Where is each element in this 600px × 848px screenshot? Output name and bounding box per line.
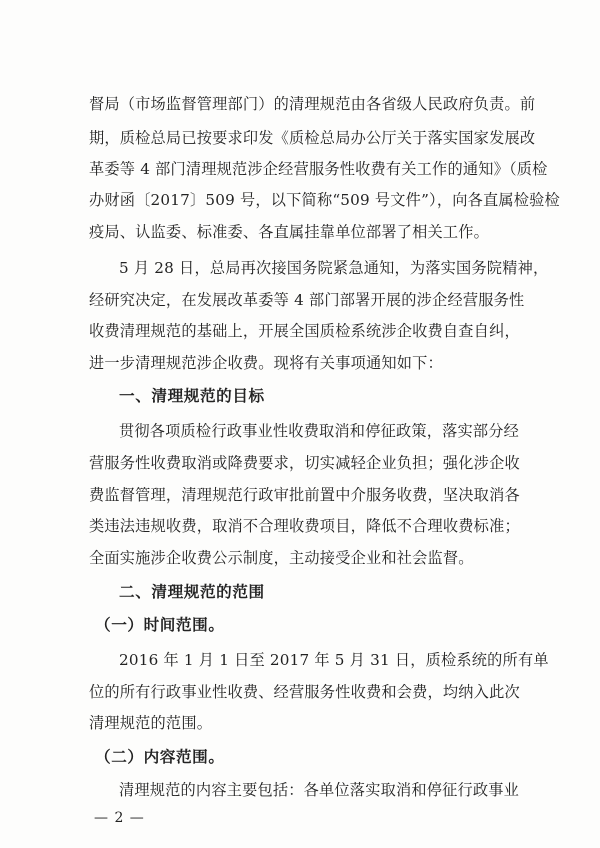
body-text-line: 清理规范的范围。 bbox=[89, 714, 213, 732]
subsection-heading: （二）内容范围。 bbox=[95, 748, 225, 766]
body-text-line: 类违法违规收费，取消不合理收费项目，降低不合理收费标准； bbox=[89, 517, 520, 535]
body-text-line: 期，质检总局已按要求印发《质检总局办公厅关于落实国家发展改 bbox=[89, 129, 536, 147]
subsection-heading: （一）时间范围。 bbox=[95, 616, 225, 634]
body-text-line: 全面实施涉企收费公示制度，主动接受企业和社会监督。 bbox=[89, 549, 474, 567]
body-text-line: 营服务性收费取消或降费要求，切实减轻企业负担；强化涉企收 bbox=[89, 454, 520, 472]
body-text-line: 疫局、认监委、标准委、各直属挂靠单位部署了相关工作。 bbox=[89, 223, 490, 241]
body-text-line: 督局（市场监督管理部门）的清理规范由各省级人民政府负责。前 bbox=[89, 95, 536, 113]
body-text-line: 革委等 4 部门清理规范涉企经营服务性收费有关工作的通知》（质检 bbox=[89, 160, 548, 178]
body-text-line: 5 月 28 日，总局再次接国务院紧急通知，为落实国务院精神， bbox=[119, 259, 549, 277]
page-number: — 2 — bbox=[94, 810, 145, 826]
body-text-line: 费监督管理，清理规范行政审批前置中介服务收费，坚决取消各 bbox=[89, 486, 520, 504]
body-text-line: 贯彻各项质检行政事业性收费取消和停征政策，落实部分经 bbox=[119, 422, 520, 440]
section-heading: 二、清理规范的范围 bbox=[119, 583, 265, 601]
body-text-line: 经研究决定，在发展改革委等 4 部门部署开展的涉企经营服务性 bbox=[89, 291, 525, 309]
body-text-line: 办财函〔2017〕509 号，以下简称“509 号文件”），向各直属检验检 bbox=[89, 191, 560, 209]
body-text-line: 清理规范的内容主要包括：各单位落实取消和停征行政事业 bbox=[119, 781, 520, 799]
body-text-line: 位的所有行政事业性收费、经营服务性收费和会费，均纳入此次 bbox=[89, 683, 520, 701]
body-text-line: 进一步清理规范涉企收费。现将有关事项通知如下： bbox=[89, 354, 443, 372]
body-text-line: 2016 年 1 月 1 日至 2017 年 5 月 31 日，质检系统的所有单 bbox=[119, 651, 549, 669]
section-heading: 一、清理规范的目标 bbox=[119, 387, 265, 405]
body-text-line: 收费清理规范的基础上，开展全国质检系统涉企收费自查自纠， bbox=[89, 322, 520, 340]
